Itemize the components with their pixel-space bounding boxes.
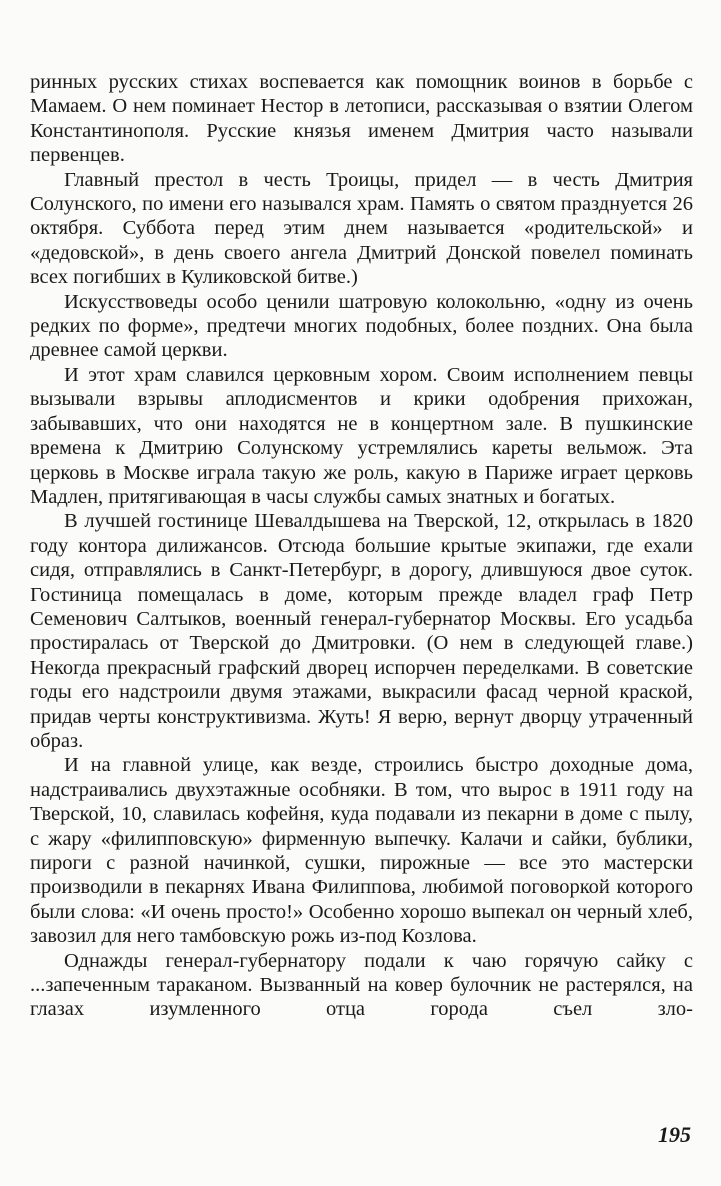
paragraph-6: И на главной улице, как везде, строились быстро доходные дома, надстраивались двухэтажные особняки. В том, что вырос в 1911 году на Тверской, 10, славилась кофейня, куда подавали из пекарни в доме с пылу, с жару «филипповскую» фирменную выпечку. Калачи и сайки, бублики, пироги с разной начинкой, сушки, пирожные — все это мастерски производили в пекарнях Ивана Филиппова, любимой поговоркой которого были слова: «И очень просто!» Особенно хорошо выпекал он черный хлеб, завозил для него тамбовскую рожь из-под Козлова. [30,754,693,948]
body-text [30,70,693,1022]
paragraph-3: Искусствоведы особо ценили шатровую колокольню, «одну из очень редких по форме», предтечи многих подобных, более поздних. Она была древнее самой церкви. [30,290,693,362]
paragraph-2: Главный престол в честь Троицы, придел — в честь Дмитрия Солунского, по имени его назывался храм. Память о святом празднуется 26 октября. Суббота перед этим днем называется «родительской» и «дедовской», в день своего ангела Дмитрий Донской повелел поминать всех погибших в Куликовской битве.) [30,168,693,289]
paragraph-4: И этот храм славился церковным хором. Своим исполнением певцы вызывали взрывы аплодисментов и крики одобрения прихожан, забывавших, что они находятся не в концертном зале. В пушкинские времена к Дмитрию Солунскому устремлялись кареты вельмож. Эта церковь в Москве играла такую же роль, какую в Париже играет церковь Мадлен, притягивающая в часы службы самых знатных и богатых. [30,363,693,508]
page-number: 195 [658,1122,691,1147]
paragraph-1: ринных русских стихах воспевается как помощник воинов в борьбе с Мамаем. О нем поминает Нестор в летописи, рассказывая о взятии Олегом Константинополя. Русские князья именем Дмитрия часто называли первенцев. [30,71,693,167]
paragraph-5: В лучшей гостинице Шевалдышева на Тверской, 12, открылась в 1820 году контора дилижансов. Отсюда большие крытые экипажи, где ехали сидя, отправлялись в Санкт-Петербург, в дорогу, длившуюся двое суток. Гостиница помещалась в доме, которым прежде владел граф Петр Семенович Салтыков, военный генерал-губернатор Москвы. Его усадьба простиралась от Тверской до Дмитровки. (О нем в следующей главе.) Некогда прекрасный графский дворец испорчен переделками. В советские годы его надстроили двумя этажами, выкрасили фасад черной краской, придав черты конструктивизма. Жуть! Я верю, вернут дворцу утраченный образ. [30,510,693,752]
paragraph-7: Однажды генерал-губернатору подали к чаю горячую сайку с ...запеченным тараканом. Вызванный на ковер булочник не растерялся, на глазах изумленного отца города съел зло- [30,949,693,1021]
